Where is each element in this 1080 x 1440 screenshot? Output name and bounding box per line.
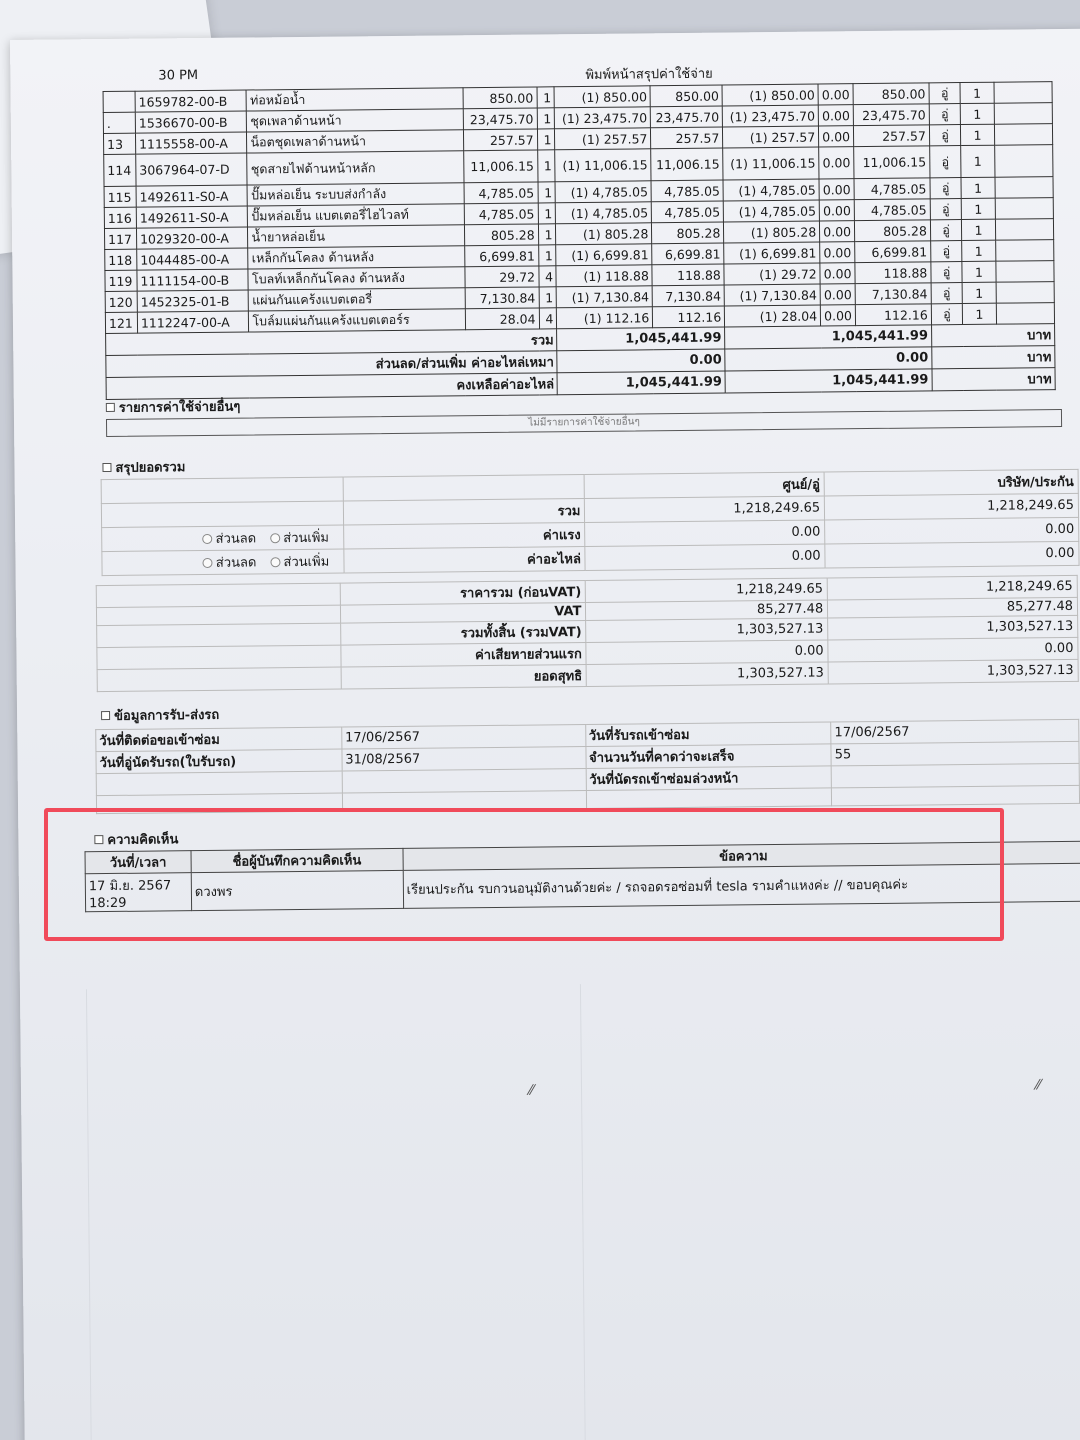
delivery-heading xyxy=(101,704,219,726)
parts-cell xyxy=(103,91,135,112)
parts-cell: 118.88 xyxy=(855,262,931,284)
parts-cell: อู่ xyxy=(931,283,963,304)
other-expenses-title: รายการค่าใช้จ่ายอื่นๆ xyxy=(118,399,241,416)
parts-cell: 115 xyxy=(104,186,136,207)
parts-cell: 1492611-S0-A xyxy=(136,206,248,228)
summary-table xyxy=(101,469,1080,576)
parts-cell: อู่ xyxy=(930,178,962,199)
parts-cell: 23,475.70 xyxy=(463,108,537,130)
parts-cell: 120 xyxy=(105,291,137,312)
parts-cell: 0.00 xyxy=(819,126,854,147)
summary-title: สรุปยอดรวม xyxy=(115,460,186,476)
parts-cell: 4,785.05 xyxy=(854,199,930,221)
parts-cell: (1) 257.57 xyxy=(555,128,651,150)
page-title: พิมพ์หน้าสรุปค่าใช้จ่าย xyxy=(585,66,713,83)
radio-circle-icon xyxy=(270,533,280,543)
parts-cell: 1 xyxy=(961,177,995,198)
parts-total-label: รวม xyxy=(106,329,558,356)
parts-cell: (1) 850.00 xyxy=(722,84,818,106)
parts-cell: โบล์มแผ่นกันแคร้งแบตเตอร์ร xyxy=(249,309,465,332)
parts-cell: 1115558-00-A xyxy=(135,132,247,154)
summary-label: ค่าแรง xyxy=(343,523,585,550)
parts-cell: 13 xyxy=(103,133,135,154)
labor-increase-radio[interactable]: ส่วนเพิ่ม xyxy=(270,527,329,549)
radio-circle-icon xyxy=(270,557,280,567)
parts-cell: อู่ xyxy=(931,262,963,283)
parts-cell: 1111154-00-B xyxy=(137,269,249,291)
summary-garage-value: 1,218,249.65 xyxy=(585,496,825,523)
parts-cell: 1 xyxy=(962,261,996,282)
parts-cell: 1536670-00-B xyxy=(135,111,247,133)
parts-cell: แผ่นกันแคร้งแบตเตอรี่ xyxy=(249,288,465,311)
estimated-days-label: จำนวนวันที่คาดว่าจะเสร็จ xyxy=(585,744,831,769)
parts-cell: (1) 7,130.84 xyxy=(557,286,653,308)
parts-cell: อู่ xyxy=(930,199,962,220)
parts-cell: 1 xyxy=(538,203,556,224)
parts-cell: 4,785.05 xyxy=(652,201,724,223)
parts-cell: 118 xyxy=(105,249,137,270)
parts-cell: 0.00 xyxy=(818,84,853,105)
parts-cell: 0.00 xyxy=(820,242,855,263)
parts-cell: 0.00 xyxy=(818,105,853,126)
parts-cell: 4,785.05 xyxy=(464,203,538,225)
radio-circle-icon xyxy=(203,533,213,543)
parts-cell: 1 xyxy=(961,145,995,177)
parts-cell: 1 xyxy=(537,108,555,129)
parts-cell: น็อตชุดเพลาด้านหน้า xyxy=(247,130,463,153)
resize-handle-icon: ⁄⁄ xyxy=(528,1082,534,1099)
totals-insurer-value: 85,277.48 xyxy=(828,597,1078,618)
parts-discount-a: 0.00 xyxy=(557,349,725,373)
comment-highlight-box xyxy=(44,808,1004,941)
parts-cell: ชุดสายไฟด้านหน้าหลัก xyxy=(247,151,464,185)
parts-cell: 1112247-00-A xyxy=(137,311,249,333)
parts-cell: 1 xyxy=(537,129,555,150)
advance-date-label: วันที่นัดรถเข้าซ่อมล่วงหน้า xyxy=(586,766,832,791)
totals-label: ราคารวม (ก่อนVAT) xyxy=(340,581,586,606)
parts-cell: . xyxy=(103,112,135,133)
summary-col-insurer: บริษัท/ประกัน xyxy=(824,469,1078,496)
summary-col-garage: ศูนย์/อู่ xyxy=(585,472,825,499)
parts-cell: ปั๊มหล่อเย็น แบตเตอรี่ไฮไวลท์ xyxy=(248,204,464,227)
parts-cell: 11,006.15 xyxy=(854,146,930,179)
parts-cell: (1) 11,006.15 xyxy=(723,147,819,180)
parts-cell: 1 xyxy=(538,182,556,203)
parts-cell: 1 xyxy=(963,303,997,324)
parts-cell: 7,130.84 xyxy=(652,285,724,307)
parts-cell: 112.16 xyxy=(653,306,725,328)
parts-cell: 0.00 xyxy=(821,305,856,326)
comment-message: เรียนประกัน รบกวนอนุมัติงานด้วยค่ะ / รถจอดรอซ่อมที่ tesla รามคำแหงค่ะ // ขอบคุณค่ะ xyxy=(403,863,1080,908)
parts-cell: 3067964-07-D xyxy=(136,153,248,186)
parts-cell: (1) 4,785.05 xyxy=(556,202,652,224)
parts-cell: 1 xyxy=(961,198,995,219)
parts-cell: อู่ xyxy=(929,125,961,146)
parts-cell: 7,130.84 xyxy=(855,283,931,305)
parts-cell: 1 xyxy=(962,240,996,261)
parts-cell: (1) 112.16 xyxy=(557,307,653,329)
estimated-days-value: 55 xyxy=(831,741,1079,766)
comments-col-author: ชื่อผู้บันทึกความคิดเห็น xyxy=(191,848,403,872)
parts-cell: 6,699.81 xyxy=(464,245,538,267)
parts-cell: (1) 11,006.15 xyxy=(555,149,651,182)
parts-cell: (1) 6,699.81 xyxy=(556,244,652,266)
totals-insurer-value: 1,218,249.65 xyxy=(827,575,1077,600)
parts-discount-radio[interactable]: ส่วนลด xyxy=(203,551,257,573)
parts-cell: 1 xyxy=(539,287,557,308)
parts-cell: 1452325-01-B xyxy=(137,290,249,312)
parts-total-b: 1,045,441.99 xyxy=(725,325,932,349)
appointment-date-label: วันที่อู่นัดรับรถ(ใบรับรถ) xyxy=(96,749,342,774)
parts-cell: 1 xyxy=(962,282,996,303)
totals-label: รวมทั้งสิ้น (รวมVAT) xyxy=(340,620,586,645)
parts-cell: 11,006.15 xyxy=(463,150,537,183)
parts-remain-label: คงเหลือค่าอะไหล่ xyxy=(106,373,558,400)
radio-circle-icon xyxy=(203,557,213,567)
totals-table xyxy=(96,575,1079,692)
summary-heading xyxy=(102,456,185,478)
parts-cell: โบลท์เหล็กกันโคลง ด้านหลัง xyxy=(248,267,464,290)
print-time: 30 PM xyxy=(158,68,199,84)
parts-cell: (1) 4,785.05 xyxy=(723,179,819,201)
parts-table xyxy=(103,81,1056,400)
parts-cell: (1) 23,475.70 xyxy=(723,105,819,127)
parts-total-unit: บาท xyxy=(931,324,1054,347)
summary-label: รวม xyxy=(343,499,585,526)
parts-cell: 23,475.70 xyxy=(651,106,723,128)
contact-date-label: วันที่ติดต่อขอเข้าซ่อม xyxy=(96,727,342,752)
parts-cell: 850.00 xyxy=(853,83,929,105)
parts-remain-a: 1,045,441.99 xyxy=(557,371,725,395)
parts-discount-b: 0.00 xyxy=(725,347,932,371)
totals-garage-value: 85,277.48 xyxy=(586,600,828,621)
section-icon xyxy=(102,463,111,472)
parts-cell: 121 xyxy=(105,312,137,333)
parts-cell: 0.00 xyxy=(820,284,855,305)
summary-garage-value: 0.00 xyxy=(585,520,825,547)
parts-cell: อู่ xyxy=(929,104,961,125)
parts-cell: 1 xyxy=(960,82,994,103)
parts-cell: 117 xyxy=(104,228,136,249)
parts-cell: 1 xyxy=(962,219,996,240)
comment-date: 17 มิ.ย. 2567 xyxy=(88,877,172,894)
parts-cell: เหล็กกันโคลง ด้านหลัง xyxy=(248,246,464,269)
parts-cell: 1029320-00-A xyxy=(136,227,248,249)
parts-total-a: 1,045,441.99 xyxy=(557,327,725,351)
labor-adjust-options xyxy=(102,525,344,552)
totals-garage-value: 1,303,527.13 xyxy=(586,662,828,687)
parts-cell: น้ำยาหล่อเย็น xyxy=(248,225,464,248)
comments-col-message: ข้อความ xyxy=(403,841,1080,870)
totals-garage-value: 1,218,249.65 xyxy=(586,578,828,603)
parts-cell: 6,699.81 xyxy=(652,243,724,265)
parts-cell: 257.57 xyxy=(651,127,723,149)
parts-cell: 1 xyxy=(538,224,556,245)
parts-cell: 805.28 xyxy=(464,224,538,246)
parts-cell: 0.00 xyxy=(820,221,855,242)
parts-cell: (1) 4,785.05 xyxy=(724,200,820,222)
parts-cell: 1 xyxy=(961,124,995,145)
parts-cell: 112.16 xyxy=(855,304,931,326)
totals-garage-value: 0.00 xyxy=(586,640,828,665)
parts-cell: 23,475.70 xyxy=(853,104,929,126)
parts-cell: 29.72 xyxy=(465,266,539,288)
resize-handle-icon: ⁄⁄ xyxy=(1035,1077,1041,1094)
parts-cell: 4 xyxy=(539,308,557,329)
parts-cell: อู่ xyxy=(930,220,962,241)
parts-cell: 1492611-S0-A xyxy=(136,185,248,207)
parts-cell: 118.88 xyxy=(652,264,724,286)
delivery-title: ข้อมูลการรับ-ส่งรถ xyxy=(114,707,220,724)
parts-discount-unit: บาท xyxy=(932,346,1055,369)
divider xyxy=(580,984,586,1440)
parts-cell: 4 xyxy=(538,266,556,287)
parts-cell: 4,785.05 xyxy=(464,182,538,204)
parts-cell: 119 xyxy=(105,270,137,291)
parts-cell: (1) 805.28 xyxy=(556,223,652,245)
summary-insurer-value: 0.00 xyxy=(825,541,1079,568)
parts-cell: 1659782-00-B xyxy=(135,90,247,112)
printed-page xyxy=(10,29,1080,1440)
parts-remain-unit: บาท xyxy=(932,368,1055,391)
parts-cell: 116 xyxy=(104,207,136,228)
parts-cell: อู่ xyxy=(930,146,962,178)
totals-insurer-value: 1,303,527.13 xyxy=(828,615,1078,640)
parts-cell: 805.28 xyxy=(652,222,724,244)
divider xyxy=(86,989,92,1440)
parts-cell: ท่อหม้อน้ำ xyxy=(247,88,463,111)
parts-cell: (1) 4,785.05 xyxy=(555,181,651,203)
contact-date-value: 17/06/2567 xyxy=(341,725,585,750)
parts-cell: (1) 28.04 xyxy=(725,305,821,327)
appointment-date-value: 31/08/2567 xyxy=(342,747,586,772)
parts-cell: อู่ xyxy=(930,241,962,262)
parts-cell: 0.00 xyxy=(819,200,854,221)
parts-cell: 0.00 xyxy=(820,263,855,284)
totals-label: ค่าเสียหายส่วนแรก xyxy=(341,642,587,667)
parts-cell: (1) 6,699.81 xyxy=(724,242,820,264)
parts-cell: 1 xyxy=(538,245,556,266)
parts-cell: (1) 7,130.84 xyxy=(724,284,820,306)
parts-cell: 257.57 xyxy=(853,125,929,147)
summary-insurer-value: 1,218,249.65 xyxy=(825,493,1079,520)
comment-author: ดวงพร xyxy=(191,870,403,910)
parts-discount-label: ส่วนลด/ส่วนเพิ่ม ค่าอะไหล่เหมา xyxy=(106,351,558,378)
totals-label: ยอดสุทธิ xyxy=(341,664,587,689)
parts-cell: 28.04 xyxy=(465,308,539,330)
parts-cell: 4,785.05 xyxy=(651,180,723,202)
parts-cell: 1 xyxy=(537,150,555,182)
parts-cell: 850.00 xyxy=(650,85,722,107)
summary-insurer-value: 0.00 xyxy=(825,517,1079,544)
parts-cell: ชุดเพลาด้านหน้า xyxy=(247,109,463,132)
parts-cell: 1 xyxy=(960,103,994,124)
parts-cell: 1044485-00-A xyxy=(137,248,249,270)
parts-cell: 850.00 xyxy=(463,87,537,109)
parts-cell: (1) 29.72 xyxy=(724,263,820,285)
parts-adjust-options xyxy=(102,549,344,576)
parts-cell: (1) 850.00 xyxy=(555,86,651,108)
parts-cell: 7,130.84 xyxy=(465,287,539,309)
parts-cell: 4,785.05 xyxy=(854,178,930,200)
totals-insurer-value: 1,303,527.13 xyxy=(828,659,1078,684)
parts-cell: 257.57 xyxy=(463,129,537,151)
parts-cell: อู่ xyxy=(929,83,961,104)
comments-col-datetime: วันที่/เวลา xyxy=(85,851,191,874)
labor-discount-radio[interactable]: ส่วนลด xyxy=(202,527,256,549)
parts-cell: 805.28 xyxy=(854,220,930,242)
parts-cell: อู่ xyxy=(931,304,963,325)
parts-increase-radio[interactable]: ส่วนเพิ่ม xyxy=(270,551,329,573)
totals-garage-value: 1,303,527.13 xyxy=(586,618,828,643)
parts-cell: (1) 805.28 xyxy=(724,221,820,243)
section-icon xyxy=(106,403,115,412)
comments-title: ความคิดเห็น xyxy=(107,832,179,849)
parts-cell: (1) 257.57 xyxy=(723,126,819,148)
parts-cell: 11,006.15 xyxy=(651,148,723,181)
parts-cell: 1 xyxy=(537,87,555,108)
totals-insurer-value: 0.00 xyxy=(828,637,1078,662)
other-expenses-heading xyxy=(106,396,241,418)
parts-cell: (1) 118.88 xyxy=(556,265,652,287)
section-icon xyxy=(101,711,110,720)
received-date-value: 17/06/2567 xyxy=(831,719,1079,744)
parts-cell: (1) 23,475.70 xyxy=(555,107,651,129)
delivery-table xyxy=(95,719,1080,814)
parts-cell: 6,699.81 xyxy=(855,241,931,263)
summary-garage-value: 0.00 xyxy=(585,544,825,571)
other-expenses-empty: ไม่มีรายการค่าใช้จ่ายอื่นๆ xyxy=(106,409,1062,437)
comment-time: 18:29 xyxy=(88,895,127,911)
parts-cell: ปั๊มหล่อเย็น ระบบส่งกำลัง xyxy=(248,183,464,206)
parts-cell: 0.00 xyxy=(819,179,854,200)
totals-label: VAT xyxy=(340,603,586,624)
parts-remain-b: 1,045,441.99 xyxy=(725,369,932,393)
received-date-label: วันที่รับรถเข้าซ่อม xyxy=(585,722,831,747)
summary-label: ค่าอะไหล่ xyxy=(344,547,586,574)
parts-cell: 0.00 xyxy=(819,147,854,179)
parts-cell: 114 xyxy=(104,154,136,186)
